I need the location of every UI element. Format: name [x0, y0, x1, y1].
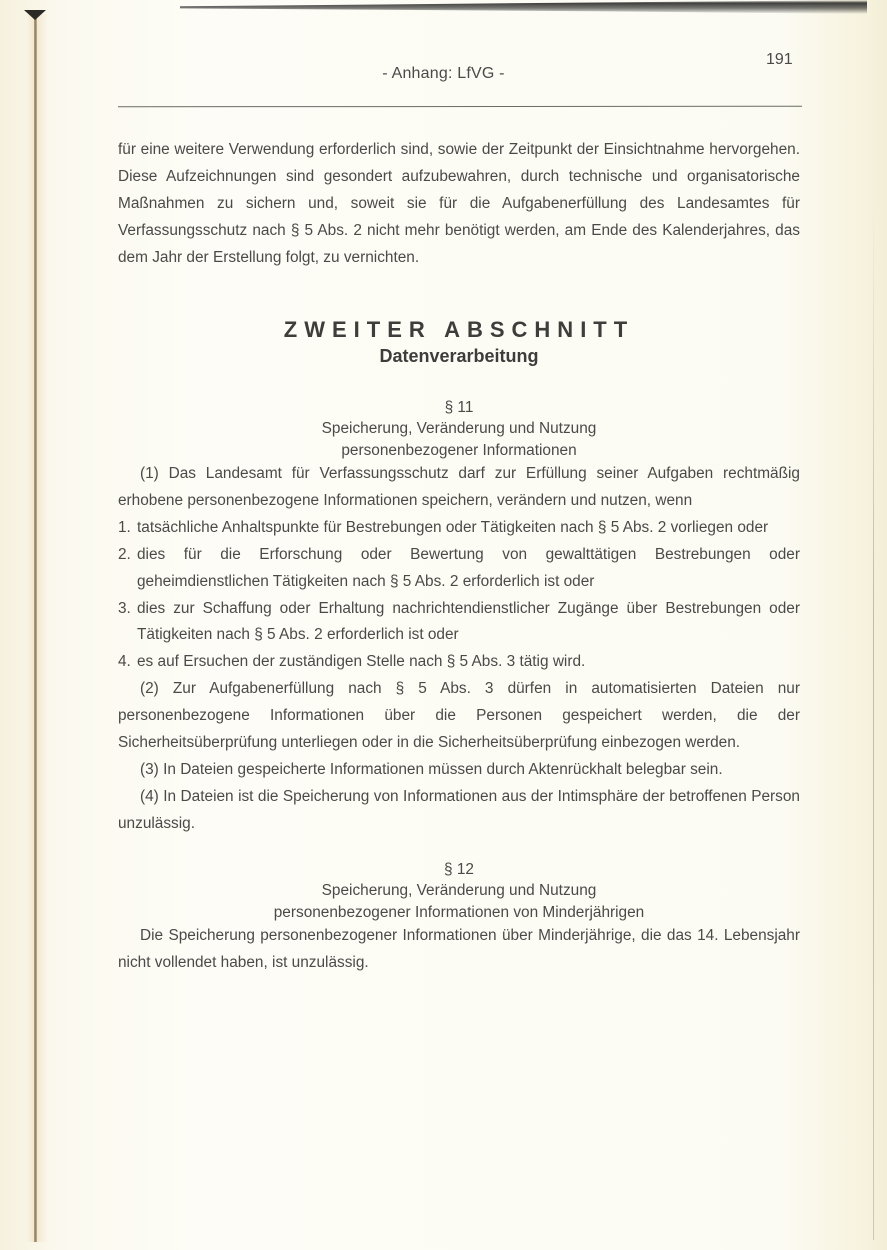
- paragraph-12-text: Die Speicherung personenbezogener Informationen über Minderjährige, die das 14. Lebensjahr nicht vollendet haben, ist unzulässig.: [118, 927, 800, 972]
- intro-paragraph: für eine weitere Verwendung erforderlich sind, sowie der Zeitpunkt der Einsichtnahme hervorgehen. Diese Aufzeichnungen sind gesondert aufzubewahren, durch technische und organisatorische Maßnahmen zu sichern und, soweit sie für die Aufgabenerfüllung des Landesamtes für Verfassungsschutz nach § 5 Abs. 2 nicht mehr benötigt werden, am Ende des Kalenderjahres, das dem Jahr der Erstellung folgt, zu vernichten.: [118, 141, 800, 266]
- list-item-text: tatsächliche Anhaltspunkte für Bestrebungen oder Tätigkeiten nach § 5 Abs. 2 vorliegen oder: [137, 518, 769, 536]
- paragraph-11-title-line2: personenbezogener Informationen: [341, 441, 577, 459]
- binding-tip-mark: [24, 10, 46, 20]
- paragraph-11-abs-3: (3) In Dateien gespeicherte Informationen müssen durch Aktenrückhalt belegbar sein.: [140, 761, 723, 778]
- list-item-number: 4.: [118, 653, 131, 671]
- paragraph-11-number: § 11: [444, 398, 474, 416]
- paragraph-11-abs-4: (4) In Dateien ist die Speicherung von Informationen aus der Intimsphäre der betroffenen Person unzulässig.: [118, 787, 800, 832]
- paragraph-11-heading: [118, 397, 800, 462]
- paragraph-12-heading: [118, 859, 800, 924]
- spacer: [118, 838, 800, 859]
- page-number: 191: [766, 51, 793, 68]
- list-item-text: es auf Ersuchen der zuständigen Stelle nach § 5 Abs. 3 tätig wird.: [137, 653, 586, 671]
- paragraph-11-abs-2: (2) Zur Aufgabenerfüllung nach § 5 Abs. 3 dürfen in automatisierten Dateien nur personenbezogene Informationen über die Personen gespeichert werden, die der Sicherheitsüberprüfung unterliegen oder in die Sicherheitsüberprüfung einbezogen werden.: [118, 680, 800, 752]
- paragraph-12-title-line2: personenbezogener Informationen von Minderjährigen: [273, 903, 645, 921]
- list-item-number: 2.: [118, 545, 131, 563]
- list-item-text: dies zur Schaffung oder Erhaltung nachrichtendienstlicher Zugänge über Bestrebungen oder Tätigkeiten nach § 5 Abs. 2 erforderlich ist oder: [137, 599, 800, 644]
- paragraph-12-title-line1: Speicherung, Veränderung und Nutzung: [321, 882, 597, 900]
- page-content: [118, 137, 800, 977]
- list-item: [118, 515, 800, 542]
- page-right-edge: [873, 200, 874, 1240]
- paragraph-11-conditions-list: [118, 515, 800, 676]
- binding-glow: [26, 14, 48, 1242]
- paragraph-11-abs-1: (1) Das Landesamt für Verfassungsschutz darf zur Erfüllung seiner Aufgaben rechtmäßig erhobene personenbezogene Informationen speichern, verändern und nutzen, wenn: [118, 465, 800, 509]
- section-heading: ZWEITER ABSCHNITT: [283, 316, 635, 342]
- list-item: [118, 596, 800, 650]
- section-subheading: Datenverarbeitung: [379, 345, 539, 366]
- paragraph-11-title-line1: Speicherung, Veränderung und Nutzung: [321, 420, 597, 438]
- book-binding-edge: [34, 14, 37, 1242]
- list-item: [118, 649, 800, 676]
- list-item-number: 3.: [118, 599, 131, 617]
- paragraph-12-number: § 12: [444, 860, 474, 878]
- list-item: [118, 542, 800, 596]
- running-header: - Anhang: LfVG -: [382, 65, 505, 82]
- list-item-number: 1.: [118, 518, 131, 536]
- list-item-text: dies für die Erforschung oder Bewertung von gewalttätigen Bestrebungen oder geheimdienstlichen Tätigkeiten nach § 5 Abs. 2 erforderlich ist oder: [137, 545, 800, 590]
